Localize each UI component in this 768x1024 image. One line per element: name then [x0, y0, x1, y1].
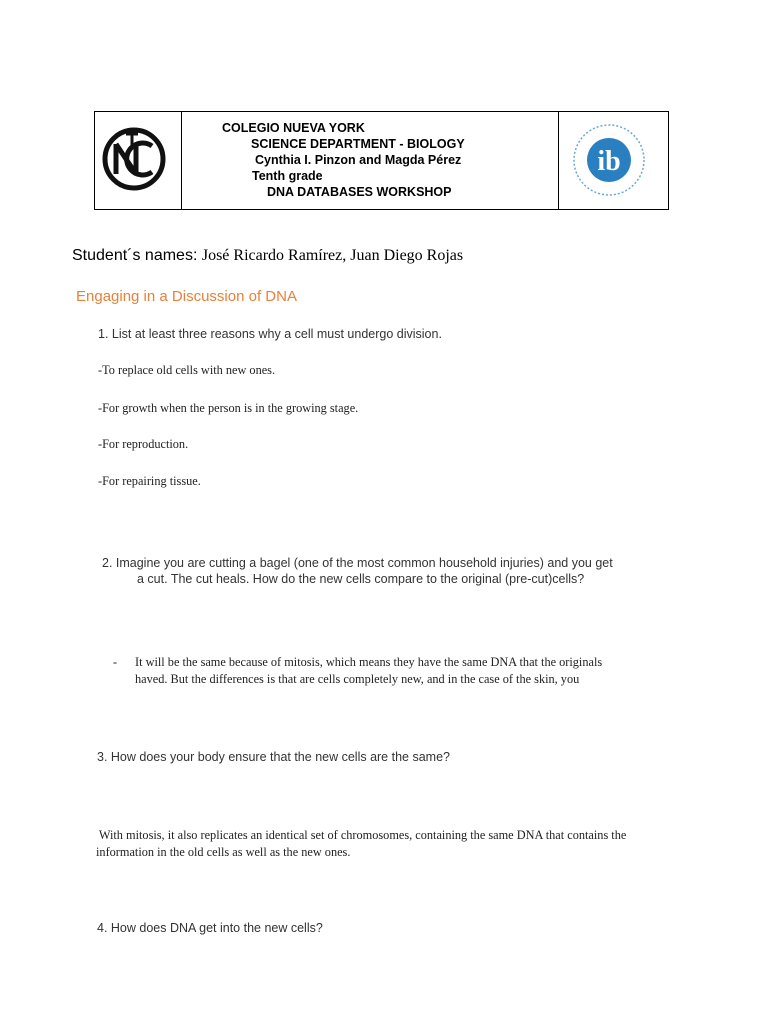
answer-1-item: -For growth when the person is in the growing stage. — [98, 401, 359, 415]
question-2-line: a cut. The cut heals. How do the new cells compare to the original (pre-cut)cells? — [137, 572, 585, 586]
header-table — [94, 111, 669, 210]
section-heading: Engaging in a Discussion of DNA — [76, 288, 297, 305]
question-3: 3. How does your body ensure that the new cells are the same? — [97, 750, 450, 764]
answer-2-bullet: - — [113, 655, 118, 669]
answer-2-line: It will be the same because of mitosis, which means they have the same DNA that the originals — [135, 655, 603, 669]
workshop-title: DNA DATABASES WORKSHOP — [267, 185, 452, 199]
answer-1-item: -To replace old cells with new ones. — [98, 363, 276, 377]
question-4: 4. How does DNA get into the new cells? — [97, 921, 323, 935]
question-2-line: 2. Imagine you are cutting a bagel (one of the most common household injuries) and you get — [102, 556, 613, 570]
question-1: 1. List at least three reasons why a cell must undergo division. — [98, 327, 442, 341]
answer-1-item: -For reproduction. — [98, 437, 189, 451]
grade: Tenth grade — [252, 169, 323, 183]
answer-3-line: information in the old cells as well as the new ones. — [96, 845, 351, 859]
department: SCIENCE DEPARTMENT - BIOLOGY — [251, 137, 465, 151]
student-names-label: Student´s names: — [72, 247, 202, 264]
colegio-nueva-york-logo — [102, 122, 166, 197]
answer-1-item: -For repairing tissue. — [98, 474, 201, 488]
student-names-value: José Ricardo Ramírez, Juan Diego Rojas — [201, 247, 464, 264]
ib-logo-text: ib — [597, 146, 621, 177]
answer-3-line: With mitosis, it also replicates an identical set of chromosomes, containing the same DNA that contains the — [96, 828, 627, 842]
teachers: Cynthia I. Pinzon and Magda Pérez — [255, 153, 462, 167]
student-names — [72, 247, 463, 265]
school-name: COLEGIO NUEVA YORK — [222, 121, 365, 135]
header-text — [181, 120, 559, 200]
answer-2-line: haved. But the differences is that are cells completely new, and in the case of the skin, you — [135, 672, 580, 686]
ib-logo — [570, 118, 648, 202]
